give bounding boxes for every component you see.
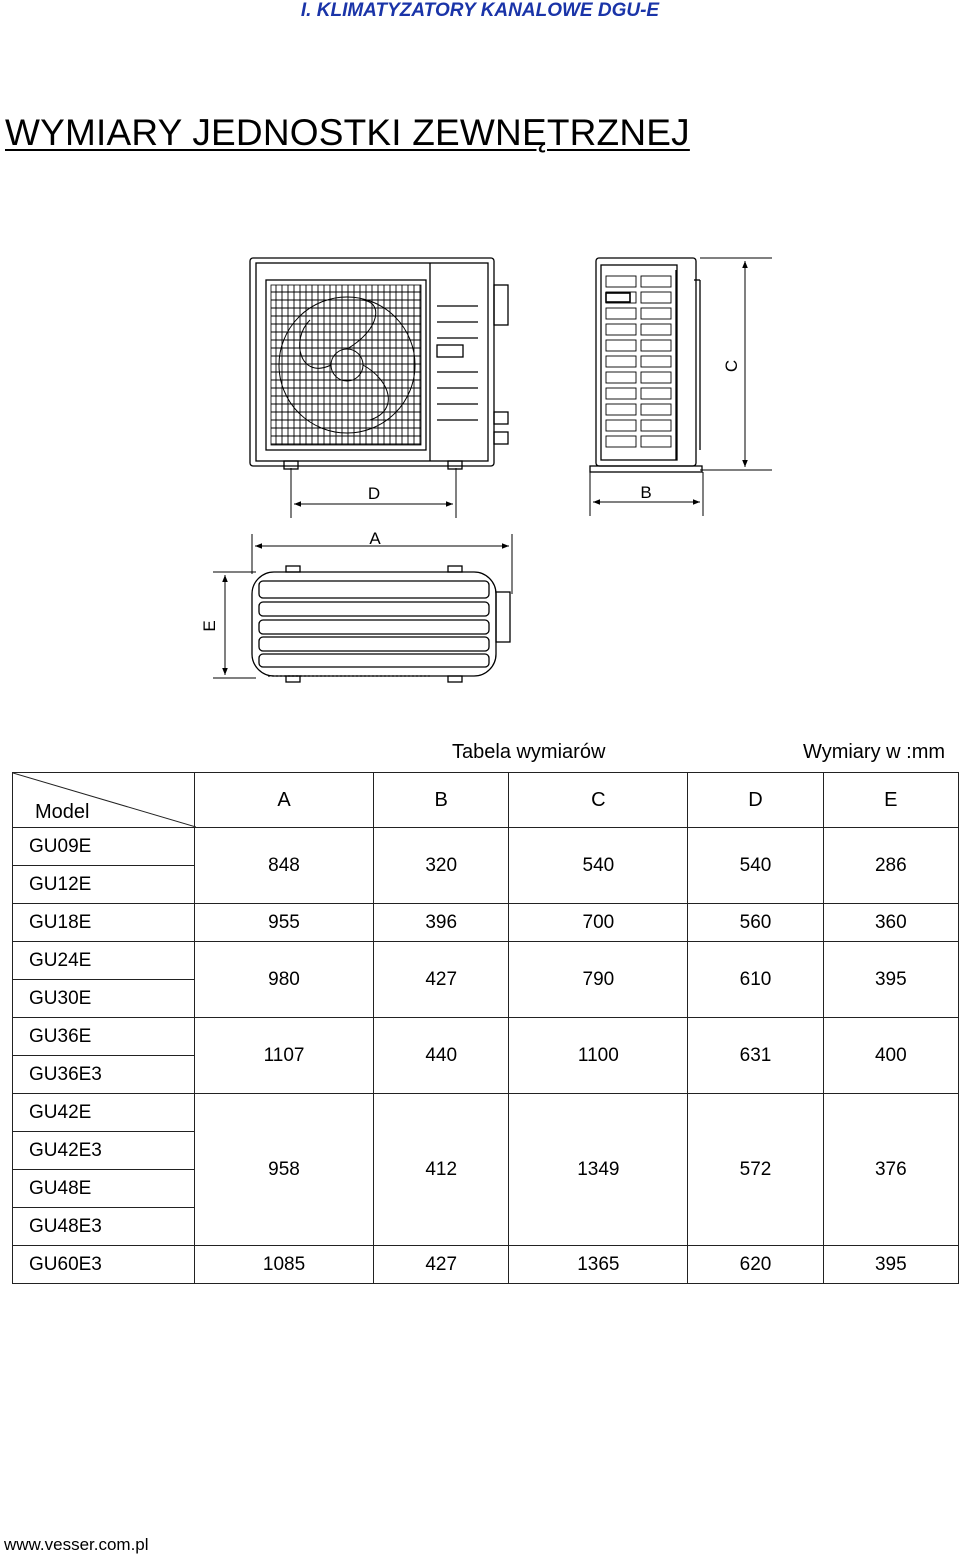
value-cell-d: 572: [688, 1094, 823, 1246]
value-cell-b: 396: [374, 904, 509, 942]
value-cell-d: 610: [688, 942, 823, 1018]
front-view: [250, 258, 508, 469]
model-header: Model: [35, 801, 90, 823]
table-row: [13, 828, 959, 866]
value-cell-d: 631: [688, 1018, 823, 1094]
label-c: C: [722, 359, 741, 373]
page-title: WYMIARY JEDNOSTKI ZEWNĘTRZNEJ: [5, 112, 690, 153]
model-cell: GU18E: [13, 904, 195, 942]
value-cell-c: 1365: [509, 1246, 688, 1284]
value-cell-b: 427: [374, 1246, 509, 1284]
model-cell: GU48E3: [13, 1208, 195, 1246]
table-caption: Tabela wymiarów: [452, 741, 606, 763]
label-a: A: [369, 529, 381, 548]
column-header-e: E: [823, 773, 958, 828]
value-cell-a: 955: [195, 904, 374, 942]
value-cell-b: 440: [374, 1018, 509, 1094]
top-view: [252, 566, 510, 682]
table-row: [13, 904, 959, 942]
value-cell-e: 395: [823, 1246, 958, 1284]
model-cell: GU36E3: [13, 1056, 195, 1094]
dimensions-table: [12, 772, 959, 1284]
value-cell-a: 980: [195, 942, 374, 1018]
outdoor-unit-drawing: [0, 0, 960, 700]
value-cell-e: 376: [823, 1094, 958, 1246]
value-cell-c: 1100: [509, 1018, 688, 1094]
label-b: B: [640, 483, 652, 502]
units-note: Wymiary w :mm: [803, 741, 946, 763]
value-cell-c: 1349: [509, 1094, 688, 1246]
page-header: I. KLIMATYZATORY KANALOWE DGU-E: [300, 0, 660, 21]
model-cell: GU24E: [13, 942, 195, 980]
value-cell-b: 412: [374, 1094, 509, 1246]
side-view: [590, 258, 702, 472]
value-cell-e: 360: [823, 904, 958, 942]
model-header-cell: [13, 773, 195, 828]
value-cell-e: 400: [823, 1018, 958, 1094]
value-cell-d: 540: [688, 828, 823, 904]
table-row: [13, 1246, 959, 1284]
model-cell: GU60E3: [13, 1246, 195, 1284]
table-row: [13, 1094, 959, 1132]
model-cell: GU09E: [13, 828, 195, 866]
value-cell-a: 958: [195, 1094, 374, 1246]
dimension-a: [252, 534, 512, 594]
table-row: [13, 1018, 959, 1056]
model-cell: GU12E: [13, 866, 195, 904]
value-cell-c: 790: [509, 942, 688, 1018]
value-cell-a: 1107: [195, 1018, 374, 1094]
model-cell: GU30E: [13, 980, 195, 1018]
value-cell-a: 1085: [195, 1246, 374, 1284]
table-row: [13, 942, 959, 980]
value-cell-d: 560: [688, 904, 823, 942]
value-cell-c: 540: [509, 828, 688, 904]
column-header-a: A: [195, 773, 374, 828]
value-cell-d: 620: [688, 1246, 823, 1284]
value-cell-e: 395: [823, 942, 958, 1018]
value-cell-b: 427: [374, 942, 509, 1018]
model-cell: GU36E: [13, 1018, 195, 1056]
model-cell: GU48E: [13, 1170, 195, 1208]
column-header-b: B: [374, 773, 509, 828]
column-header-c: C: [509, 773, 688, 828]
footer-url: www.vesser.com.pl: [4, 1535, 149, 1554]
label-e: E: [200, 620, 219, 632]
label-d: D: [367, 484, 381, 503]
model-cell: GU42E3: [13, 1132, 195, 1170]
value-cell-e: 286: [823, 828, 958, 904]
value-cell-b: 320: [374, 828, 509, 904]
model-cell: GU42E: [13, 1094, 195, 1132]
value-cell-c: 700: [509, 904, 688, 942]
column-header-d: D: [688, 773, 823, 828]
table-header-row: [13, 773, 959, 828]
value-cell-a: 848: [195, 828, 374, 904]
dimension-e: [213, 572, 256, 678]
